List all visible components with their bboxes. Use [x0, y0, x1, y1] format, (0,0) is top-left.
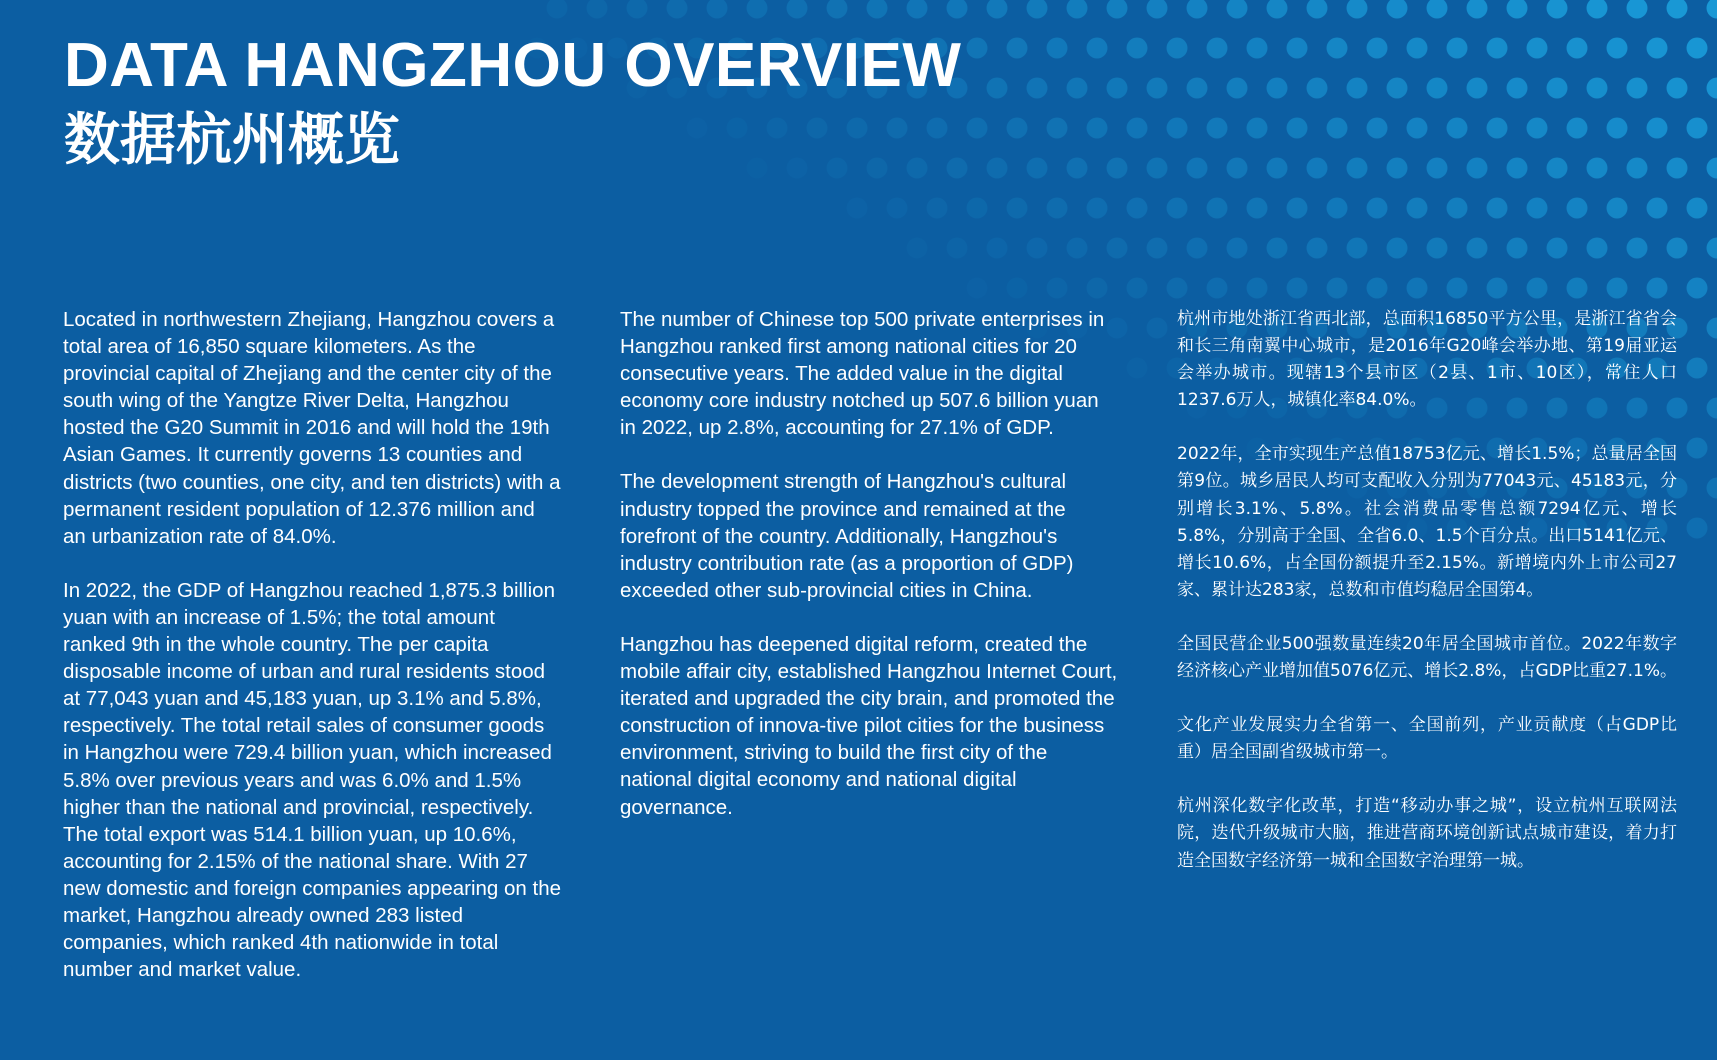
decorative-dot: [1427, 158, 1448, 179]
decorative-dot: [1467, 238, 1488, 259]
decorative-dot: [1247, 38, 1268, 59]
decorative-dot: [1707, 158, 1717, 179]
decorative-dot: [1687, 518, 1708, 539]
decorative-dot: [1147, 0, 1168, 19]
decorative-dot: [1587, 78, 1608, 99]
decorative-dot: [1167, 118, 1188, 139]
decorative-dot: [1227, 78, 1248, 99]
decorative-dot: [1367, 38, 1388, 59]
decorative-dot: [1547, 0, 1568, 19]
decorative-dot: [1107, 0, 1128, 19]
decorative-dot: [667, 0, 688, 19]
decorative-dot: [587, 0, 608, 19]
decorative-dot: [1087, 198, 1108, 219]
decorative-dot: [1207, 118, 1228, 139]
decorative-dot: [1487, 38, 1508, 59]
decorative-dot: [1307, 238, 1328, 259]
paragraph-zh-digital-reform: 杭州深化数字化改革，打造“移动办事之城”，设立杭州互联网法院，迭代升级城市大脑，推进营商环境创新试点城市建设，着力打造全国数字经济第一城和全国数字治理第一城。: [1177, 796, 1677, 871]
decorative-dot: [1427, 0, 1448, 19]
decorative-dot: [1387, 78, 1408, 99]
decorative-dot: [1227, 158, 1248, 179]
decorative-dot: [1527, 278, 1548, 299]
decorative-dot: [1167, 38, 1188, 59]
decorative-dot: [1227, 238, 1248, 259]
decorative-dot: [1127, 38, 1148, 59]
decorative-dot: [1027, 158, 1048, 179]
decorative-dot: [1427, 238, 1448, 259]
decorative-dot: [1127, 118, 1148, 139]
decorative-dot: [1267, 0, 1288, 19]
decorative-dot: [1647, 118, 1668, 139]
paragraph-private-enterprises: The number of Chinese top 500 private enterprises in Hangzhou ranked first among national cities for 20 consecutive years. The added value in the digital economy core industry notched up 507.6 billion yuan in 2022, up 2.8%, accounting for 27.1% of GDP.: [620, 308, 1105, 440]
decorative-dot: [1147, 238, 1168, 259]
decorative-dot: [1587, 0, 1608, 19]
decorative-dot: [1007, 38, 1028, 59]
decorative-dot: [1087, 278, 1108, 299]
decorative-dot: [1447, 198, 1468, 219]
decorative-dot: [1707, 0, 1717, 19]
decorative-dot: [1527, 118, 1548, 139]
decorative-dot: [1687, 198, 1708, 219]
decorative-dot: [1087, 118, 1108, 139]
decorative-dot: [1507, 158, 1528, 179]
decorative-dot: [1247, 278, 1268, 299]
decorative-dot: [1567, 278, 1588, 299]
decorative-dot: [1127, 198, 1148, 219]
decorative-dot: [1487, 278, 1508, 299]
paragraph-zh-cultural-industry: 文化产业发展实力全省第一、全国前列，产业贡献度（占GDP比重）居全国副省级城市第一。: [1177, 715, 1677, 763]
decorative-dot: [1587, 158, 1608, 179]
decorative-dot: [1687, 118, 1708, 139]
decorative-dot: [967, 198, 988, 219]
decorative-dot: [1107, 158, 1128, 179]
decorative-dot: [967, 278, 988, 299]
paragraph-digital-reform: Hangzhou has deepened digital reform, created the mobile affair city, established Hangzhou Internet Court, iterated and upgraded the city brain, and promoted the construction of innova-tive pilot cities for the business environment, striving to build the first city of the national digital economy and national digital governance.: [620, 632, 1118, 819]
decorative-dot: [1347, 158, 1368, 179]
decorative-dot: [1627, 0, 1648, 19]
decorative-dot: [1687, 358, 1708, 379]
decorative-dot: [987, 158, 1008, 179]
decorative-dot: [967, 118, 988, 139]
decorative-dot: [1047, 38, 1068, 59]
decorative-dot: [1407, 38, 1428, 59]
decorative-dot: [1647, 198, 1668, 219]
decorative-dot: [1387, 0, 1408, 19]
paragraph-geography: Located in northwestern Zhejiang, Hangzhou covers a total area of 16,850 square kilometers. As the provincial capital of Zhejiang and the center city of the south wing of the Yangtze River Delta, Hangzhou hosted the G20 Summit in 2016 and will hold the 19th Asian Games. It currently governs 13 counties and districts (two counties, one city, and ten districts) with a permanent resident population of 12.376 million and an urbanization rate of 84.0%.: [63, 308, 561, 548]
decorative-dot: [867, 0, 888, 19]
decorative-dot: [1047, 118, 1068, 139]
decorative-dot: [1367, 118, 1388, 139]
decorative-dot: [927, 198, 948, 219]
decorative-dot: [827, 0, 848, 19]
decorative-dot: [1207, 278, 1228, 299]
decorative-dot: [1447, 38, 1468, 59]
decorative-dot: [1707, 478, 1717, 499]
decorative-dot: [1327, 118, 1348, 139]
decorative-dot: [1547, 158, 1568, 179]
decorative-dot: [1367, 198, 1388, 219]
decorative-dot: [1127, 358, 1148, 379]
decorative-dot: [1447, 278, 1468, 299]
decorative-dot: [1467, 0, 1488, 19]
decorative-dot: [1067, 78, 1088, 99]
decorative-dot: [907, 238, 928, 259]
decorative-dot: [1047, 278, 1068, 299]
decorative-dot: [947, 238, 968, 259]
decorative-dot: [1627, 238, 1648, 259]
decorative-dot: [1567, 198, 1588, 219]
decorative-dot: [1507, 238, 1528, 259]
decorative-dot: [1027, 78, 1048, 99]
decorative-dot: [1147, 158, 1168, 179]
decorative-dot: [747, 0, 768, 19]
decorative-dot: [1507, 78, 1528, 99]
decorative-dot: [787, 0, 808, 19]
decorative-dot: [1127, 278, 1148, 299]
page-title-english: DATA HANGZHOU OVERVIEW: [64, 31, 962, 100]
decorative-dot: [547, 0, 568, 19]
decorative-dot: [1667, 158, 1688, 179]
decorative-dot: [1387, 238, 1408, 259]
decorative-dot: [1247, 118, 1268, 139]
decorative-dot: [1387, 158, 1408, 179]
decorative-dot: [1427, 78, 1448, 99]
decorative-dot: [1647, 278, 1668, 299]
decorative-dot: [1607, 118, 1628, 139]
decorative-dot: [1507, 0, 1528, 19]
decorative-dot: [1267, 158, 1288, 179]
decorative-dot: [1707, 318, 1717, 339]
decorative-dot: [1527, 38, 1548, 59]
decorative-dot: [1647, 38, 1668, 59]
decorative-dot: [1327, 198, 1348, 219]
decorative-dot: [1607, 278, 1628, 299]
decorative-dot: [1007, 198, 1028, 219]
decorative-dot: [1107, 78, 1128, 99]
chinese-column-right: [1177, 306, 1677, 902]
decorative-dot: [1007, 118, 1028, 139]
decorative-dot: [1407, 198, 1428, 219]
decorative-dot: [627, 0, 648, 19]
decorative-dot: [1607, 198, 1628, 219]
decorative-dot: [1347, 238, 1368, 259]
decorative-dot: [1667, 0, 1688, 19]
decorative-dot: [1287, 198, 1308, 219]
decorative-dot: [987, 238, 1008, 259]
decorative-dot: [1467, 158, 1488, 179]
decorative-dot: [1167, 278, 1188, 299]
decorative-dot: [1067, 158, 1088, 179]
decorative-dot: [1307, 0, 1328, 19]
decorative-dot: [1667, 238, 1688, 259]
page-title-chinese: 数据杭州概览: [64, 108, 400, 173]
decorative-dot: [887, 198, 908, 219]
decorative-dot: [1067, 0, 1088, 19]
decorative-dot: [1287, 118, 1308, 139]
decorative-dot: [1287, 278, 1308, 299]
decorative-dot: [1227, 0, 1248, 19]
decorative-dot: [967, 38, 988, 59]
paragraph-zh-economy: 2022年，全市实现生产总值18753亿元、增长1.5%；总量居全国第9位。城乡居民人均可支配收入分别为77043元、45183元，分别增长3.1%、5.8%。社会消费品零售总额7294亿元、增长5.8%，分别高于全国、全省6.0、1.5个百分点。出口5141亿元、增长10.6%，占全国份额提升至2.15%。新增境内外上市公司27家、累计达283家，总数和市值均稳居全国第4。: [1177, 444, 1677, 600]
decorative-dot: [1167, 198, 1188, 219]
decorative-dot: [1187, 238, 1208, 259]
decorative-dot: [1187, 0, 1208, 19]
decorative-dot: [1367, 278, 1388, 299]
decorative-dot: [707, 0, 728, 19]
decorative-dot: [1027, 238, 1048, 259]
decorative-dot: [947, 0, 968, 19]
decorative-dot: [1207, 38, 1228, 59]
decorative-dot: [1027, 0, 1048, 19]
decorative-dot: [1487, 198, 1508, 219]
decorative-dot: [1347, 0, 1368, 19]
decorative-dot: [1067, 238, 1088, 259]
decorative-dot: [1187, 158, 1208, 179]
paragraph-zh-private-enterprises: 全国民营企业500强数量连续20年居全国城市首位。2022年数字经济核心产业增加值5076亿元、增长2.8%，占GDP比重27.1%。: [1177, 633, 1677, 682]
decorative-dot: [1147, 318, 1168, 339]
decorative-dot: [1567, 38, 1588, 59]
decorative-dot: [1487, 118, 1508, 139]
decorative-dot: [1087, 38, 1108, 59]
decorative-dot: [1327, 278, 1348, 299]
decorative-dot: [1627, 78, 1648, 99]
decorative-dot: [1007, 278, 1028, 299]
decorative-dot: [1567, 118, 1588, 139]
decorative-dot: [1527, 198, 1548, 219]
english-column-left: [63, 306, 563, 1010]
paragraph-zh-geography: 杭州市地处浙江省西北部，总面积16850平方公里，是浙江省省会和长三角南翼中心城市，是2016年G20峰会举办地、第19届亚运会举办城市。现辖13个县市区（2县、1市、10区），常住人口1237.6万人，城镇化率84.0%。: [1177, 309, 1677, 411]
title-block: [64, 30, 961, 176]
decorative-dot: [1407, 118, 1428, 139]
decorative-dot: [987, 78, 1008, 99]
decorative-dot: [1287, 38, 1308, 59]
decorative-dot: [1707, 78, 1717, 99]
decorative-dot: [1187, 78, 1208, 99]
decorative-dot: [847, 198, 868, 219]
decorative-dot: [1107, 238, 1128, 259]
decorative-dot: [907, 0, 928, 19]
decorative-dot: [1707, 398, 1717, 419]
decorative-dot: [1047, 198, 1068, 219]
decorative-dot: [1347, 78, 1368, 99]
decorative-dot: [1267, 78, 1288, 99]
decorative-dot: [1147, 78, 1168, 99]
paragraph-economy: In 2022, the GDP of Hangzhou reached 1,875.3 billion yuan with an increase of 1.5%; the total amount ranked 9th in the whole country. The per capita disposable income of urban and rural residents stood at 77,043 yuan and 45,183 yuan, up 3.1% and 5.8%, respectively. The total retail sales of consumer goods in Hangzhou were 729.4 billion yuan, which increased 5.8% over previous years and was 6.0% and 1.5% higher than the national and provincial, respectively. The total export was 514.1 billion yuan, up 10.6%, accounting for 2.15% of the national share. With 27 new domestic and foreign companies appearing on the market, Hangzhou already owned 283 listed companies, which ranked 4th nationwide in total number and market value.: [63, 578, 562, 982]
decorative-dot: [1407, 278, 1428, 299]
decorative-dot: [1267, 238, 1288, 259]
decorative-dot: [1627, 158, 1648, 179]
decorative-dot: [1687, 438, 1708, 459]
decorative-dot: [987, 0, 1008, 19]
decorative-dot: [1327, 38, 1348, 59]
english-column-middle: [620, 306, 1120, 848]
decorative-dot: [1307, 78, 1328, 99]
decorative-dot: [1587, 238, 1608, 259]
decorative-dot: [1687, 278, 1708, 299]
decorative-dot: [1447, 118, 1468, 139]
decorative-dot: [1607, 38, 1628, 59]
decorative-dot: [1667, 78, 1688, 99]
decorative-dot: [1547, 238, 1568, 259]
decorative-dot: [1547, 78, 1568, 99]
decorative-dot: [1207, 198, 1228, 219]
paragraph-cultural-industry: The development strength of Hangzhou's cultural industry topped the province and remained at the forefront of the country. Additionally, Hangzhou's industry contribution rate (as a proportion of GDP) exceeded other sub-provincial cities in China.: [620, 470, 1074, 602]
decorative-dot: [1247, 198, 1268, 219]
decorative-dot: [1687, 38, 1708, 59]
decorative-dot: [1307, 158, 1328, 179]
decorative-dot: [1707, 238, 1717, 259]
decorative-dot: [1467, 78, 1488, 99]
